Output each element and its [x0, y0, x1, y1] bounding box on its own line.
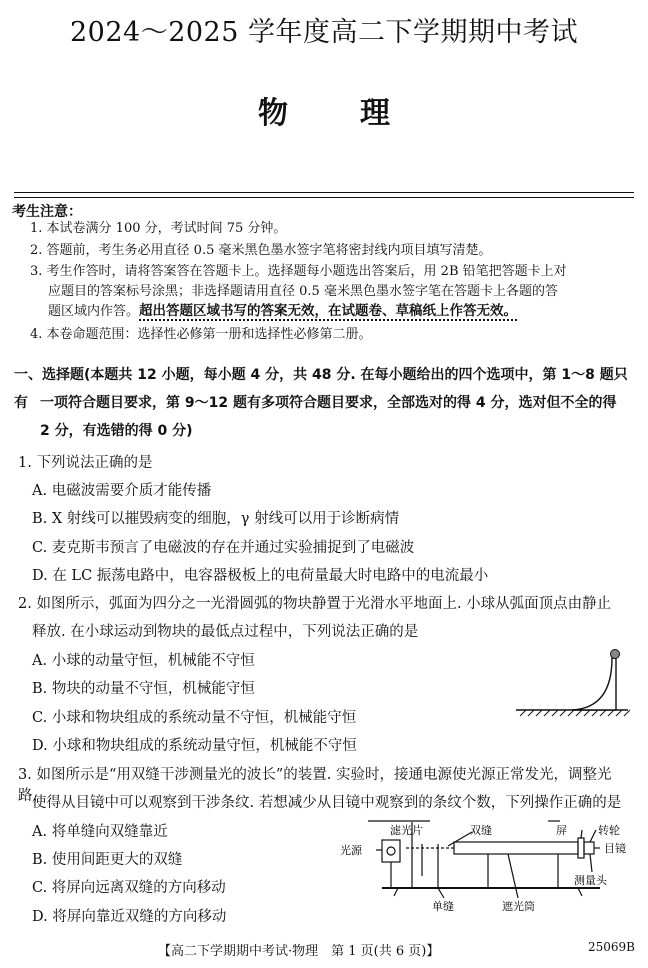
notice-item-1: 1. 本试卷满分 100 分，考试时间 75 分钟。 — [30, 221, 287, 236]
section1-line-1: 一、选择题(本题共 12 小题，每小题 4 分，共 48 分. 在每小题给出的四个选项中，第 1～8 题只有 — [14, 367, 628, 411]
label-meter-head: 测量头 — [574, 874, 607, 887]
q3-option-b: B. 使用间距更大的双缝 — [32, 852, 183, 868]
ball — [611, 650, 620, 659]
screen-mark — [578, 838, 584, 858]
subject-title: 物理 — [258, 96, 462, 131]
q2-option-a: A. 小球的动量守恒，机械能不守恒 — [32, 653, 255, 669]
q1-stem: 1. 下列说法正确的是 — [18, 455, 153, 471]
label-screen: 屏 — [556, 824, 567, 837]
q3-option-a: A. 将单缝向双缝靠近 — [32, 824, 168, 840]
notice-item-3-tail: 题区域内作答。 — [48, 304, 140, 319]
label-eyepiece: 目镜 — [604, 842, 626, 855]
q3-stem-2: 使得从目镜中可以观察到干涉条纹. 若想减少从目镜中观察到的条纹个数，下列操作正确的是 — [32, 795, 622, 811]
q3-option-c: C. 将屏向远离双缝的方向移动 — [32, 880, 226, 896]
q2-figure — [512, 644, 632, 720]
label-filter: 滤光片 — [390, 824, 423, 837]
q2-stem-1: 2. 如图所示，弧面为四分之一光滑圆弧的物块静置于光滑水平地面上. 小球从弧面顶点由静止 — [18, 596, 612, 612]
measure-head — [584, 842, 594, 854]
label-double-slit: 双缝 — [470, 824, 492, 837]
q2-option-d: D. 小球和物块组成的系统动量守恒，机械能不守恒 — [32, 738, 357, 754]
notice-item-3-end — [48, 302, 648, 321]
label-light-tube: 遮光筒 — [502, 900, 535, 913]
q3-figure — [338, 818, 638, 918]
q1-option-a: A. 电磁波需要介质才能传播 — [32, 483, 212, 499]
page-footer: 【高二下学期期中考试·物理 第 1 页(共 6 页)】 — [158, 944, 440, 959]
notice-title: 考生注意： — [12, 204, 82, 220]
notice-warning: 超出答题区域书写的答案无效，在试题卷、草稿纸上作答无效。 — [139, 303, 518, 319]
section1-line-2: 一项符合题目要求，第 9～12 题有多项符合题目要求，全部选对的得 4 分，选对但不全的得 — [40, 395, 617, 411]
q3-stem-1: 3. 如图所示是“用双缝干涉测量光的波长”的装置. 实验时，接通电源使光源正常发光，调整光路， — [18, 767, 612, 804]
q1-option-c: C. 麦克斯韦预言了电磁波的存在并通过实验捕捉到了电磁波 — [32, 540, 415, 556]
light-source-bulb — [387, 847, 395, 855]
notice-item-4: 4. 本卷命题范围：选择性必修第一册和选择性必修第二册。 — [30, 327, 372, 342]
q3-option-d: D. 将屏向靠近双缝的方向移动 — [32, 909, 227, 925]
divider-top-thin — [14, 197, 634, 198]
notice-item-3: 3. 考生作答时，请将答案答在答题卡上。选择题每小题选出答案后，用 2B 铅笔把答题卡上对 — [30, 264, 567, 279]
exam-title: 2024～2025 学年度高二下学期期中考试 — [69, 17, 578, 48]
q2-option-b: B. 物块的动量不守恒，机械能守恒 — [32, 681, 255, 697]
light-tube — [454, 842, 578, 854]
notice-item-3-cont: 应题目的答案标号涂黑；非选择题请用直径 0.5 毫米黑色墨水签字笔在答题卡上各题的答 — [48, 284, 558, 299]
label-light-source: 光源 — [340, 844, 362, 857]
q1-option-d: D. 在 LC 振荡电路中，电容器极板上的电荷量最大时电路中的电流最小 — [32, 568, 489, 584]
q1-option-b: B. X 射线可以摧毁病变的细胞，γ 射线可以用于诊断病情 — [32, 511, 400, 527]
notice-item-2: 2. 答题前，考生务必用直径 0.5 毫米黑色墨水签字笔将密封线内项目填写清楚。 — [30, 243, 492, 258]
section1-line-3: 2 分，有选错的得 0 分) — [40, 423, 193, 439]
label-wheel: 转轮 — [598, 824, 620, 837]
arc-block — [572, 658, 616, 710]
q2-option-c: C. 小球和物块组成的系统动量不守恒，机械能守恒 — [32, 710, 357, 726]
light-source-box — [382, 840, 400, 862]
label-single-slit: 单缝 — [432, 900, 454, 913]
exam-code: 25069B — [588, 940, 635, 954]
ground-hatch — [520, 710, 630, 716]
q2-stem-2: 释放. 在小球运动到物块的最低点过程中，下列说法正确的是 — [32, 624, 419, 640]
divider-top — [14, 192, 634, 193]
